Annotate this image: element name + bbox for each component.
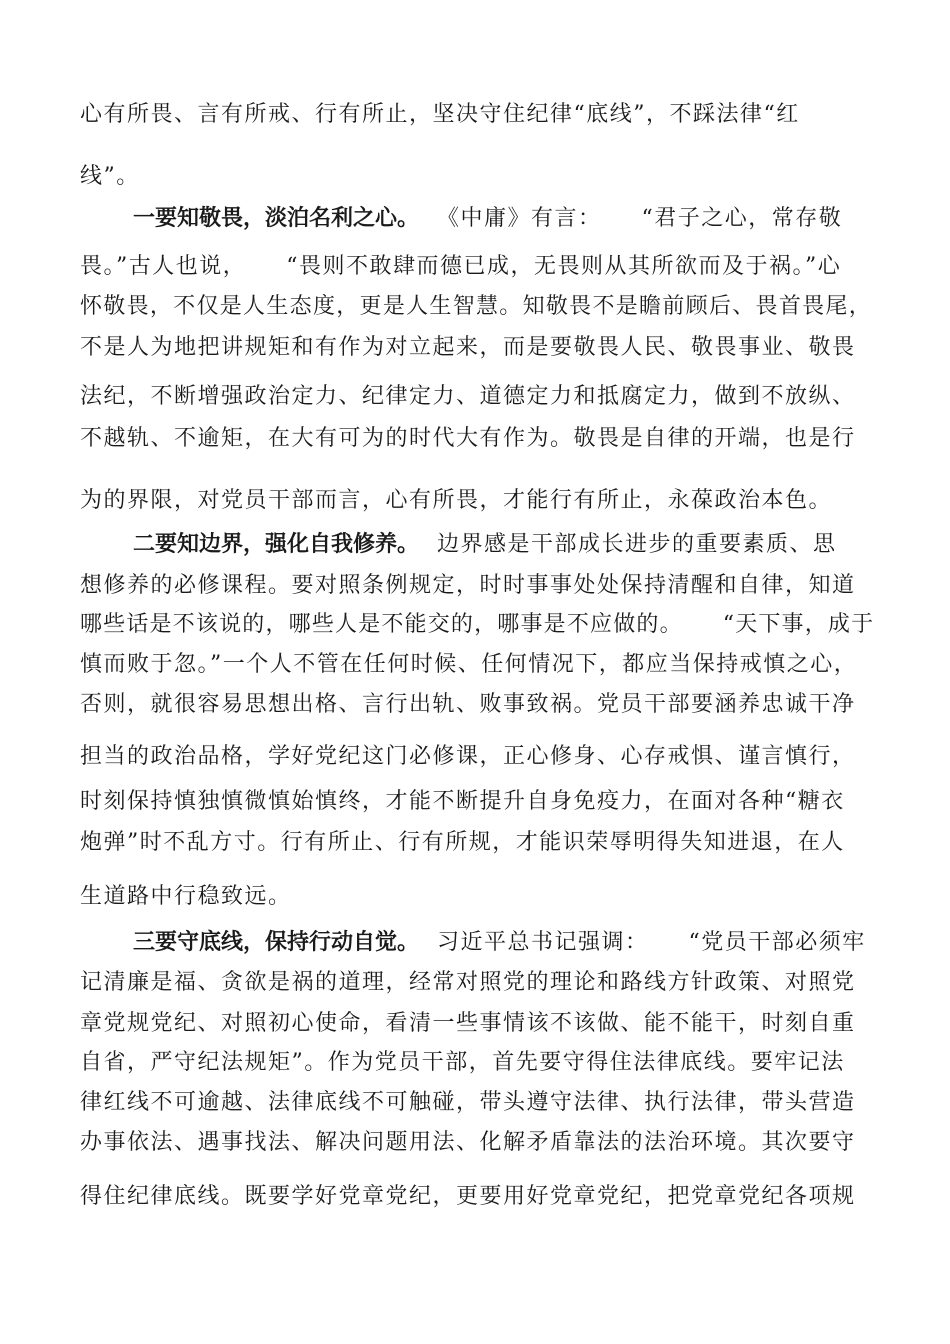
- section3-line-4: 自省，严守纪法规矩”。作为党员干部，首先要守得住法律底线。要牢记法: [80, 1050, 845, 1075]
- intro-line-2: 线”。: [80, 164, 140, 189]
- section2-line-5: 否则，就很容易思想出格、言行出轨、败事致祸。党员干部要涵养忠诚干净: [80, 692, 856, 717]
- section2-text: 哪些话是不该说的，哪些人是不能交的，哪事是不应做的。: [80, 612, 683, 637]
- section1-line-1: [133, 204, 842, 234]
- section2-line-3: [80, 610, 874, 640]
- intro-line-1: 心有所畏、言有所戒、行有所止，坚决守住纪律“底线”，不踩法律“红: [80, 102, 800, 127]
- section1-quote-intro: 《中庸》有言：: [437, 206, 602, 231]
- section1-line-6: 不越轨、不逾矩，在大有可为的时代大有作为。敬畏是自律的开端，也是行: [80, 426, 856, 451]
- section2-line-9: 生道路中行稳致远。: [80, 884, 292, 909]
- section3-line-6: 办事依法、遇事找法、解决问题用法、化解矛盾靠法的法治环境。其次要守: [80, 1130, 856, 1155]
- section1-quote: “畏则不敢肆而德已成，无畏则从其所欲而及于祸。”心: [286, 254, 842, 279]
- section2-line-6: 担当的政治品格，学好党纪这门必修课，正心修身、心存戒惧、谨言慎行，: [80, 744, 856, 769]
- section1-line-2: [80, 252, 841, 282]
- section3-heading: 三要守底线，保持行动自觉。: [133, 930, 420, 955]
- section3-text: 习近平总书记强调：: [437, 930, 649, 955]
- section1-line-5: 法纪，不断增强政治定力、纪律定力、道德定力和抵腐定力，做到不放纵、: [80, 384, 856, 409]
- section1-line-4: 不是人为地把讲规矩和有作为对立起来，而是要敬畏人民、敬畏事业、敬畏: [80, 335, 856, 360]
- section3-line-5: 律红线不可逾越、法律底线不可触碰，带头遵守法律、执行法律，带头营造: [80, 1090, 856, 1115]
- section3-line-3: 章党规党纪、对照初心使命，看清一些事情该不该做、能不能干，时刻自重: [80, 1011, 856, 1036]
- section1-line-7: 为的界限，对党员干部而言，心有所畏，才能行有所止，永葆政治本色。: [80, 488, 833, 513]
- section1-heading: 一要知敬畏，淡泊名利之心。: [133, 206, 420, 231]
- section3-line-1: [133, 928, 866, 958]
- section3-line-7: 得住纪律底线。既要学好党章党纪，更要用好党章党纪，把党章党纪各项规: [80, 1184, 856, 1209]
- section2-line-2: 想修养的必修课程。要对照条例规定，时时事事处处保持清醒和自律，知道: [80, 573, 856, 598]
- section2-line-4: 慎而败于忽。”一个人不管在任何时候、任何情况下，都应当保持戒慎之心，: [80, 652, 858, 677]
- section2-heading: 二要知边界，强化自我修养。: [133, 532, 420, 557]
- section2-quote: “天下事，成于: [722, 612, 875, 637]
- section3-line-2: 记清廉是福、贪欲是祸的道理，经常对照党的理论和路线方针政策、对照党: [80, 970, 856, 995]
- section1-quote-text: “君子之心，常存敬: [641, 206, 843, 231]
- section2-line-1: [133, 530, 837, 560]
- section2-line-8: 炮弹”时不乱方寸。行有所止、行有所规，才能识荣辱明得失知进退，在人: [80, 830, 845, 855]
- section2-line-7: 时刻保持慎独慎微慎始慎终，才能不断提升自身免疫力，在面对各种“糖衣: [80, 789, 845, 814]
- section1-text: 畏。”古人也说，: [80, 254, 247, 279]
- section3-quote: “党员干部必须牢: [688, 930, 866, 955]
- section2-text: 边界感是干部成长进步的重要素质、思: [437, 532, 837, 557]
- section1-line-3: 怀敬畏，不仅是人生态度，更是人生智慧。知敬畏不是瞻前顾后、畏首畏尾，: [80, 294, 873, 319]
